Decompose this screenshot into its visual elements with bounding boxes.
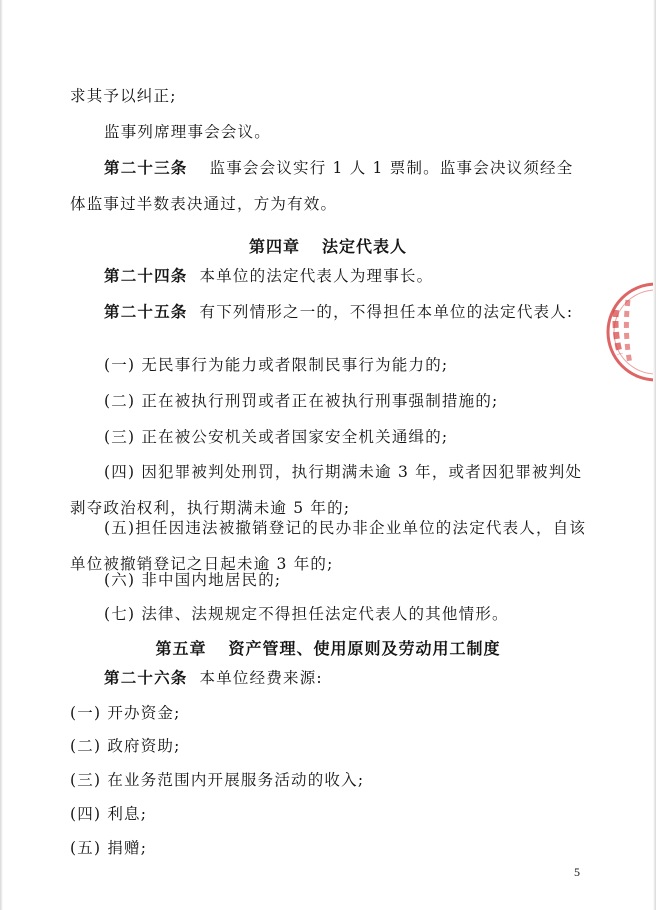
list-item: (五) 捐赠; xyxy=(70,839,148,857)
article-text: 本单位的法定代表人为理事长。 xyxy=(199,267,434,285)
chapter-4-heading xyxy=(0,234,656,257)
list-item: (二) 正在被执行刑罚或者正在被执行刑事强制措施的; xyxy=(104,392,499,410)
list-item: (四) 因犯罪被判处刑罚，执行期满未逾 3 年，或者因犯罪被判处剥夺政治权利，执行期满未逾 5 年的; xyxy=(70,463,583,517)
article-24 xyxy=(70,258,590,294)
article-text: 有下列情形之一的，不得担任本单位的法定代表人: xyxy=(199,303,574,321)
article-title: 第二十五条 xyxy=(104,302,188,321)
list-item: (三) 在业务范围内开展服务活动的收入; xyxy=(70,771,365,789)
list-item: (一) 无民事行为能力或者限制民事行为能力的; xyxy=(104,356,449,374)
article-title: 第二十四条 xyxy=(104,266,188,285)
chapter-title: 资产管理、使用原则及劳动用工制度 xyxy=(228,639,501,658)
article-23 xyxy=(70,150,590,222)
scan-edge-left xyxy=(0,0,3,910)
list-item: (二) 政府资助; xyxy=(70,737,181,755)
list-item: (三) 正在被公安机关或者国家安全机关通缉的; xyxy=(104,428,449,446)
article-25 xyxy=(70,294,590,330)
official-seal-stamp xyxy=(594,282,656,382)
article-title: 第二十六条 xyxy=(104,668,188,687)
list-item: (一) 开办资金; xyxy=(70,704,181,722)
list-item: (五)担任因违法被撤销登记的民办非企业单位的法定代表人，自该单位被撤销登记之日起未逾 3 年的; xyxy=(70,519,587,573)
chapter-number: 第四章 xyxy=(248,237,300,256)
text-line: 监事列席理事会会议。 xyxy=(104,123,272,141)
chapter-number: 第五章 xyxy=(155,639,207,658)
text-line: 求其予以纠正; xyxy=(70,87,177,105)
article-title: 第二十三条 xyxy=(104,158,188,177)
list-item: (七) 法律、法规规定不得担任法定代表人的其他情形。 xyxy=(104,605,509,623)
chapter-5-heading xyxy=(0,636,656,659)
article-text: 本单位经费来源: xyxy=(199,669,323,687)
list-item: (四) 利息; xyxy=(70,805,148,823)
article-26 xyxy=(70,660,590,696)
chapter-title: 法定代表人 xyxy=(322,237,408,256)
page-number: 5 xyxy=(574,865,580,879)
article-text: 监事会会议实行 1 人 1 票制。监事会决议须经全体监事过半数表决通过，方为有效。 xyxy=(70,159,574,213)
list-item: (六) 非中国内地居民的; xyxy=(104,571,282,589)
